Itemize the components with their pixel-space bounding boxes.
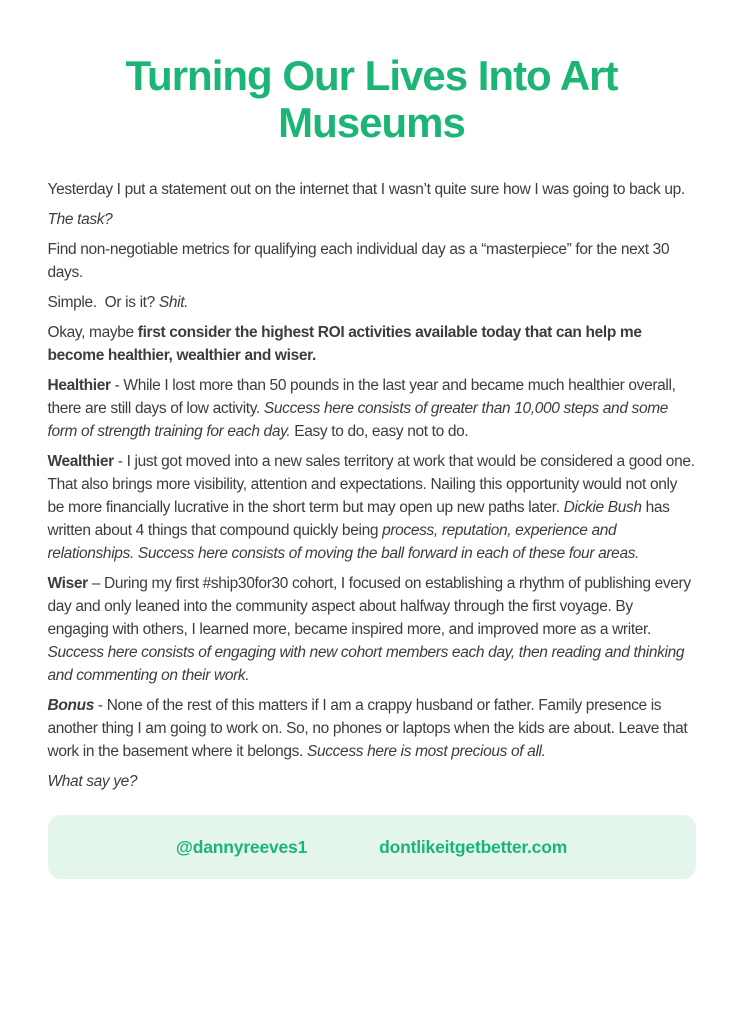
article-body [47,178,699,793]
article-title: Turning Our Lives Into Art Museums [125,52,618,147]
text-run: Yesterday I put a statement out on the internet that I wasn’t quite sure how I was going to back up. [47,181,685,199]
footer-handle: @dannyreeves1 [175,836,308,857]
paragraph [48,291,696,314]
text-run: Simple. Or is it? [47,294,159,312]
text-run: Okay, maybe [47,324,138,342]
paragraph [47,450,699,565]
text-run: Success here consists of engaging with new cohort members each day, then reading and thinking and commenting on their work. [47,644,689,685]
paragraph [48,238,696,284]
text-run: The task? [47,211,113,229]
text-run: – During my first #ship30for30 cohort, I focused on establishing a rhythm of publishing every day and only leaned into the community aspect about halfway through the first voyage. By engaging with others, I learned more, became inspired more, and improved more as a writer. [47,575,695,639]
text-run: Dickie Bush [563,499,642,517]
text-run: Wiser [47,575,88,593]
text-run: first consider the highest ROI activities available today that can help me become healthier, wealthier and wiser. [47,324,646,365]
text-run: Find non-negotiable metrics for qualifying each individual day as a “masterpiece” for the next 30 days. [47,241,674,282]
text-run: process, reputation, experience and relationships. Success here consists of moving the ball forward in each of these four areas. [47,522,640,563]
paragraph [48,694,696,763]
text-run: Bonus [47,697,94,715]
paragraph [48,178,696,201]
paragraph [48,374,696,443]
text-run: has written about 4 things that compound quickly being [47,499,674,540]
text-run: Healthier [47,377,111,395]
text-run: - While I lost more than 50 pounds in the last year and became much healthier overall, there are still days of low activity. [47,377,680,418]
footer-website: dontlikeitgetbetter.com [379,836,568,857]
text-run: Success here is most precious of all. [306,743,546,761]
text-run: - None of the rest of this matters if I am a crappy husband or father. Family presence is another thing I am going to work on. So, no phones or laptops when the kids are about. Leave that work in the basement where it belongs. [47,697,692,761]
text-run: Easy to do, easy not to do. [290,423,469,441]
paragraph [48,208,696,231]
footer-bar [48,815,696,879]
text-run: What say ye? [47,773,138,791]
paragraph [48,321,696,367]
text-run: Wealthier [47,453,114,471]
text-run: Shit. [158,294,189,312]
paragraph [48,770,696,793]
text-run: Success here consists of greater than 10,000 steps and some form of strength training for each day. [47,400,673,441]
paragraph [48,572,696,687]
text-run: - I just got moved into a new sales territory at work that would be considered a good one. That also brings more visibility, attention and expectations. Nailing this opportunity would not only be more financially lucrative in the short term but may open up new paths later. [47,453,699,517]
